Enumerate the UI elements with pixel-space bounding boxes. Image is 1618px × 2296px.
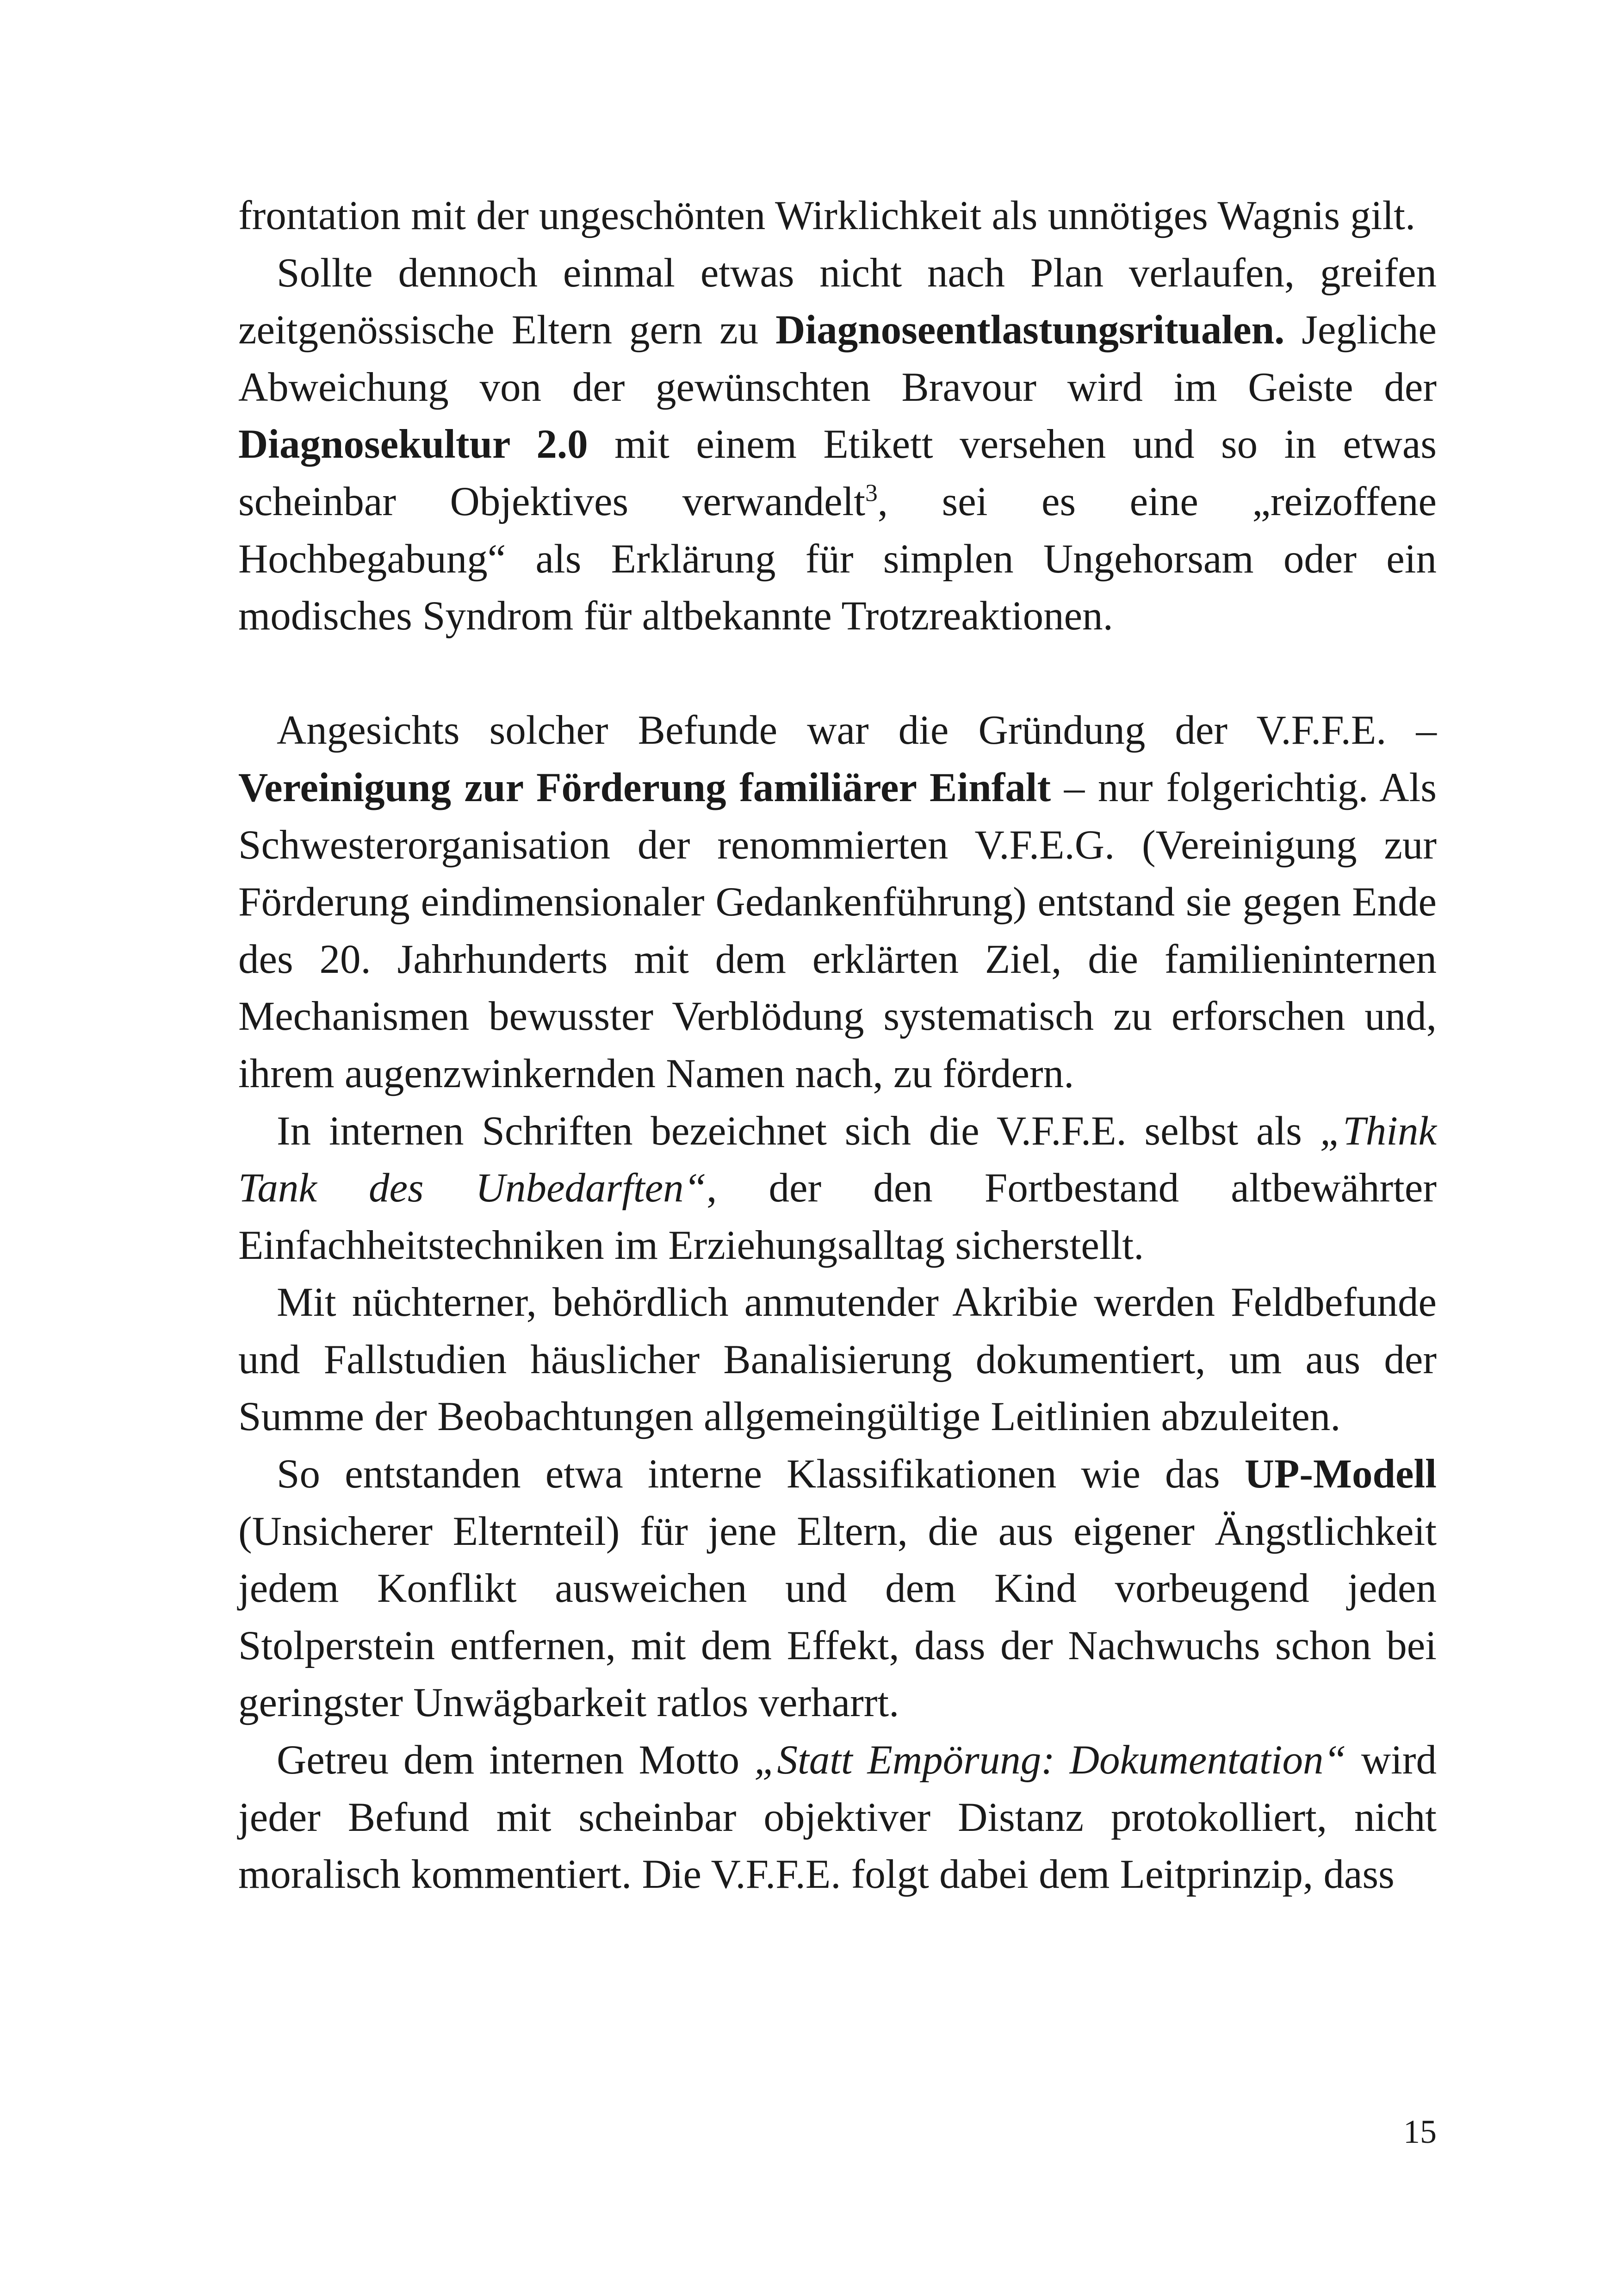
paragraph-2 bbox=[238, 245, 1437, 645]
text-run: In internen Schriften bezeichnet sich die V.F.F.E. selbst als bbox=[277, 1108, 1320, 1154]
bold-term: Diagnoseentlastungsritualen. bbox=[775, 307, 1285, 353]
bold-term: Diagnosekultur 2.0 bbox=[238, 422, 588, 467]
text-run: Sollte dennoch einmal etwas nicht nach Plan verlaufen, greifen zeitgenössische Eltern gern zu bbox=[238, 250, 1437, 353]
italic-quote: „Statt Empörung: Dokumentation“ bbox=[754, 1737, 1346, 1783]
text-run: Angesichts solcher Befunde war die Gründung der V.F.F.E. – bbox=[277, 708, 1437, 753]
paragraph-1 bbox=[238, 187, 1437, 245]
italic-quote: „Think Tank des Unbedarften“ bbox=[238, 1108, 1437, 1211]
text-run: Getreu dem internen Motto bbox=[277, 1737, 754, 1783]
paragraph-5 bbox=[238, 1274, 1437, 1446]
text-run: – nur folgerichtig. Als Schwesterorganisation der renommierten V.F.E.G. (Vereinigung zur Förderung eindimensionaler Gedankenführung) entstand sie gegen Ende des 20. Jahrhunderts mit dem erklärten Ziel, die familieninternen Mechanismen bewusster Verblödung systematisch zu erforschen und, ihrem augenzwinkernden Namen nach, zu fördern. bbox=[238, 765, 1437, 1096]
text-run: Jegliche Abweichung von der gewünschten Bravour wird im Geiste der bbox=[238, 307, 1437, 410]
text-run: , der den Fortbestand altbewährter Einfachheitstechniken im Erziehungsalltag sicherstellt. bbox=[238, 1165, 1437, 1268]
paragraph-7 bbox=[238, 1732, 1437, 1904]
page-number: 15 bbox=[1403, 2113, 1437, 2150]
text-run: , sei es eine „reizoffene Hochbegabung“ als Erklärung für simplen Ungehorsam oder ein modisches Syndrom für altbekannte Trotzreaktionen. bbox=[238, 479, 1437, 639]
paragraph-3 bbox=[238, 702, 1437, 1102]
footnote-marker: 3 bbox=[865, 479, 878, 507]
text-run: (Unsicherer Elternteil) für jene Eltern, die aus eigener Ängstlichkeit jedem Konflikt ausweichen und dem Kind vorbeugend jeden Stolperstein entfernen, mit dem Effekt, dass der Nachwuchs schon bei geringster Unwägbarkeit ratlos verharrt. bbox=[238, 1508, 1437, 1726]
bold-term: Vereinigung zur Förderung familiärer Einfalt bbox=[238, 765, 1051, 810]
paragraph-6 bbox=[238, 1446, 1437, 1732]
text-run: Mit nüchterner, behördlich anmutender Akribie werden Feldbefunde und Fallstudien häuslicher Banalisierung dokumentiert, um aus der Summe der Beobachtungen allgemeingültige Leitlinien abzuleiten. bbox=[238, 1280, 1437, 1440]
body-text bbox=[238, 187, 1437, 1904]
paragraph-4 bbox=[238, 1103, 1437, 1275]
text-run: wird jeder Befund mit scheinbar objektiver Distanz protokolliert, nicht moralisch kommentiert. Die V.F.F.E. folgt dabei dem Leitprinzip, dass bbox=[238, 1737, 1437, 1898]
text-run: mit einem Etikett versehen und so in etwas scheinbar Objektives verwandelt bbox=[238, 422, 1437, 524]
text-run: So entstanden etwa interne Klassifikationen wie das bbox=[277, 1451, 1245, 1497]
bold-term: UP-Modell bbox=[1244, 1451, 1437, 1497]
text-run: frontation mit der ungeschönten Wirklichkeit als unnötiges Wagnis gilt. bbox=[238, 193, 1416, 238]
